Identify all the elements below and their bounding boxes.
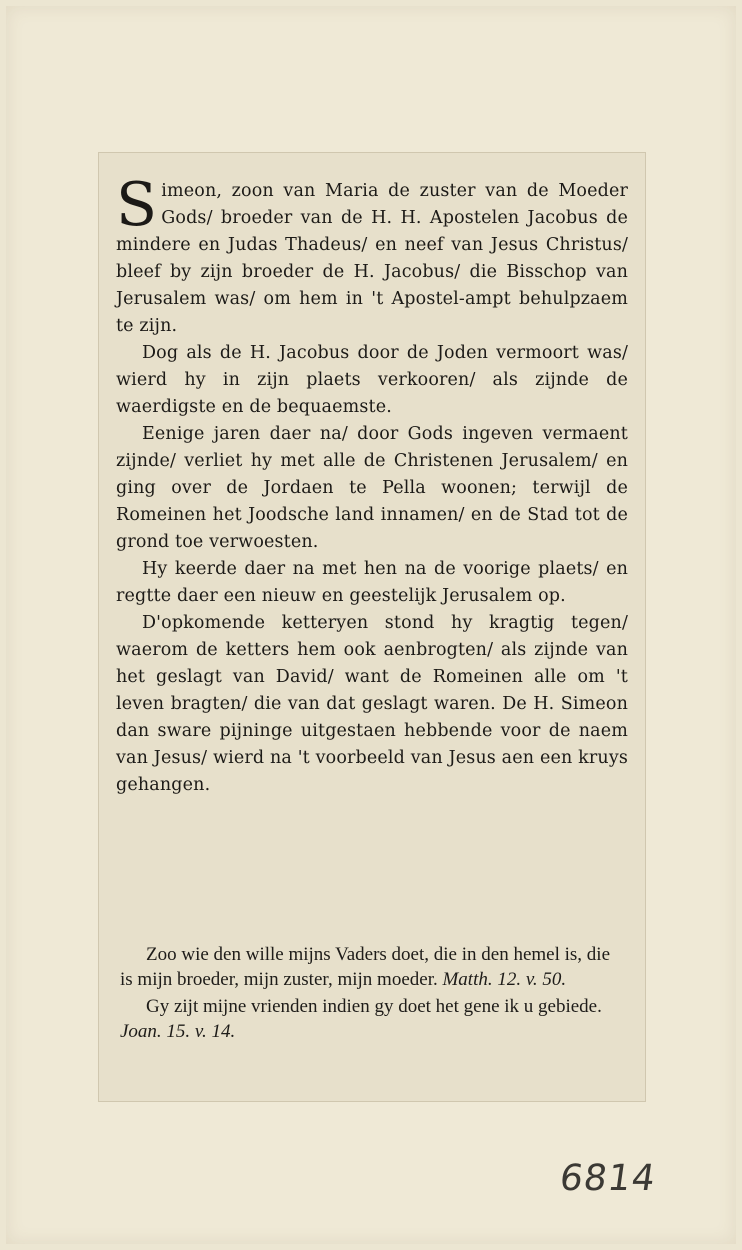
scripture-verses [120,942,620,1046]
verse-1 [120,942,620,992]
verse-1-reference: Matth. 12. v. 50. [442,969,567,990]
handwritten-inventory-number: 6814 [557,1158,659,1199]
verse-2 [120,994,620,1044]
verse-1-text: Zoo wie den wille mijns Vaders doet, die in den hemel is, die is mijn broeder, mijn zuster, mijn moeder. [120,944,610,990]
paragraph-1-text: imeon, zoon van Maria de zuster van de Moeder Gods/ broeder van de H. H. Apostelen Jacobus de mindere en Judas Thadeus/ en neef van Jesus Christus/ bleef by zijn broeder de H. Jacobus/ die Bisschop van Jerusalem was/ om hem in 't Apostel-ampt behulpzaem te zijn. [116,181,628,336]
main-text [116,170,628,799]
paragraph-2: Dog als de H. Jacobus door de Joden vermoort was/ wierd hy in zijn plaets verkooren/ als zijnde de waerdigste en de bequaemste. [116,343,628,417]
paragraph-5: D'opkomende ketteryen stond hy kragtig tegen/ waerom de ketters hem ook aenbrogten/ als zijnde van het geslagt van David/ want de Romeinen alle om 't leven bragten/ die van dat geslagt waren. De H. Simeon dan sware pijninge uitgestaen hebbende voor de naem van Jesus/ wierd na 't voorbeeld van Jesus aen een kruys gehangen. [116,613,628,795]
paragraph-4: Hy keerde daer na met hen na de voorige plaets/ en regtte daer een nieuw en geestelijk Jerusalem op. [116,559,628,606]
paragraph-1 [116,170,628,340]
verse-2-reference: Joan. 15. v. 14. [120,1021,236,1042]
drop-cap: S [116,170,158,240]
paragraph-3: Eenige jaren daer na/ door Gods ingeven vermaent zijnde/ verliet hy met alle de Christenen Jerusalem/ en ging over de Jordaen te Pella woonen; terwijl de Romeinen het Joodsche land innamen/ en de Stad tot de grond toe verwoesten. [116,424,628,552]
verse-2-text: Gy zijt mijne vrienden indien gy doet het gene ik u gebiede. [146,996,602,1017]
